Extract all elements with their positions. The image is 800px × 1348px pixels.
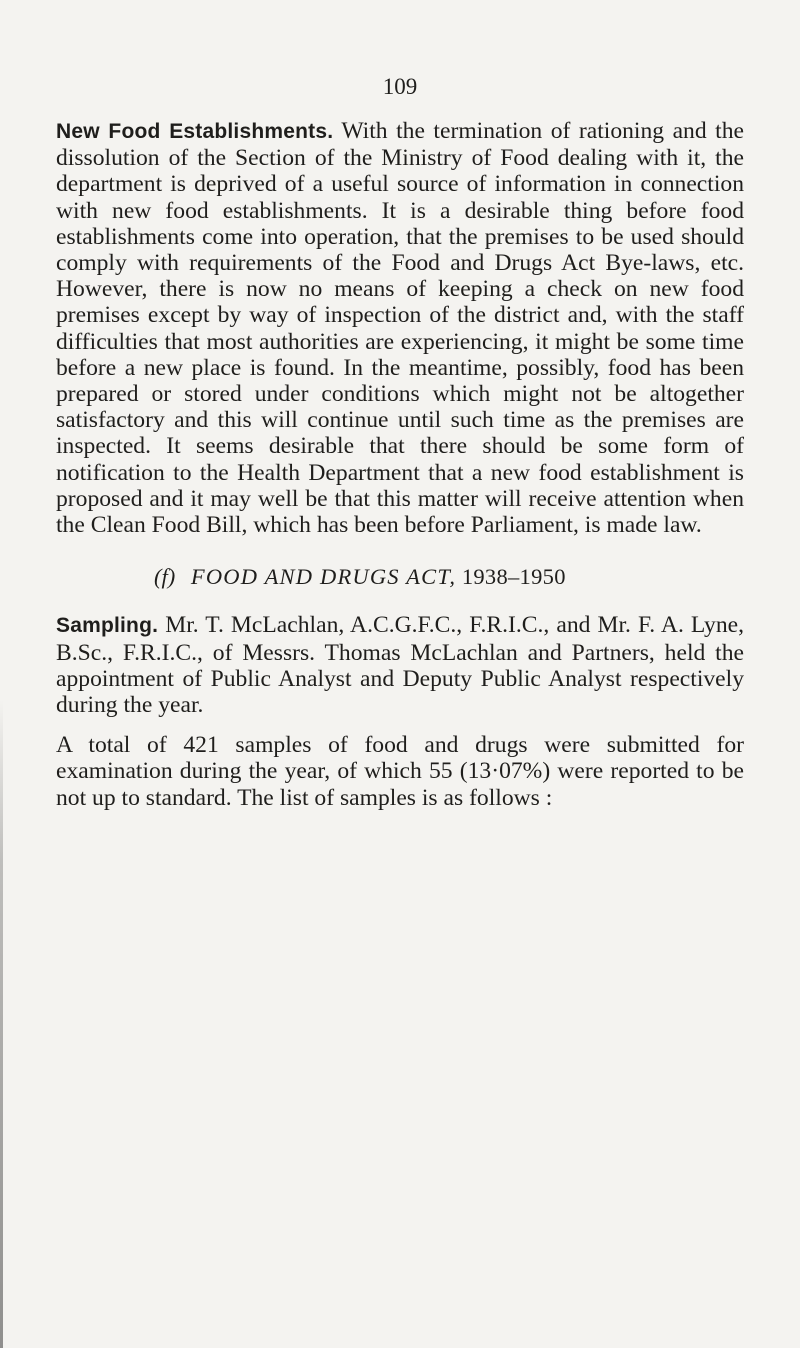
paragraph-heading: Sampling. bbox=[56, 614, 159, 638]
paragraph-sampling bbox=[56, 612, 744, 718]
paragraph-heading: New Food Establishments. bbox=[56, 120, 334, 143]
section-heading bbox=[56, 564, 744, 590]
section-title: FOOD AND DRUGS ACT, bbox=[190, 564, 457, 590]
paragraph-sample-totals bbox=[56, 732, 744, 811]
section-years: 1938–1950 bbox=[461, 564, 566, 590]
paragraph-text: With the termination of rationing and the dissolution of the Section of the Ministry of Food dealing with it, the department is deprived of a useful source of information in connection with new food establishments. It is a desirable thing before food establishments come into operation, that the premises to be used should comply with requirements of the Food and Drugs Act Bye-laws, etc. However, there is now no means of keeping a check on new food premises except by way of inspection of the district and, with the staff difficulties that most authorities are experiencing, it might be some time before a new place is found. In the meantime, possibly, food has been prepared or stored under conditions which might not be altogether satisfactory and this will continue until such time as the premises are inspected. It seems desirable that there should be some form of notification to the Health Department that a new food establishment is proposed and it may well be that this matter will receive attention when the Clean Food Bill, which has been before Parliament, is made law. bbox=[56, 118, 744, 539]
paragraph-text: A total of 421 samples of food and drugs were submitted for examination during the year, of which 55 (13·07%) were reported to be not up to standard. The list of samples is as follows : bbox=[56, 732, 744, 811]
document-body bbox=[56, 118, 744, 811]
scan-edge-shadow bbox=[0, 700, 3, 1348]
paragraph-new-food-establishments bbox=[56, 118, 744, 538]
section-label: (f) bbox=[154, 564, 176, 590]
paragraph-text: Mr. T. McLachlan, A.C.G.F.C., F.R.I.C., and Mr. F. A. Lyne, B.Sc., F.R.I.C., of Messrs. Thomas McLachlan and Partners, held the appointment of Public Analyst and Deputy Public Analyst respectively during the year. bbox=[56, 612, 744, 719]
page-number: 109 bbox=[382, 74, 418, 99]
